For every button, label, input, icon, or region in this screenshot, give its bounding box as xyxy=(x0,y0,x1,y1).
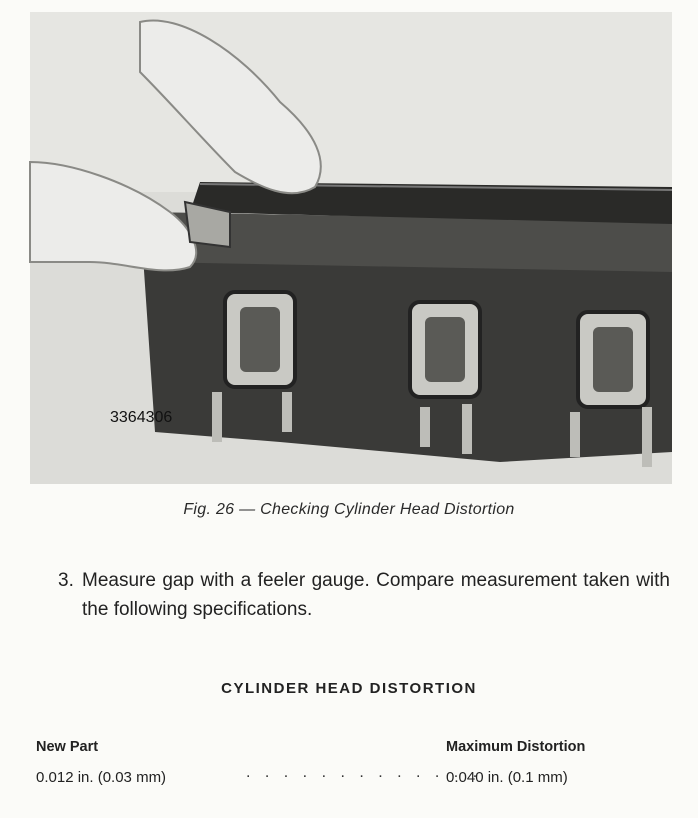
stud xyxy=(642,407,652,467)
row-max-distortion-value: 0.040 in. (0.1 mm) xyxy=(446,769,568,786)
cylinder-head-photo xyxy=(30,12,672,484)
row-dot-leader: . . . . . . . . . . . . . xyxy=(246,764,483,781)
stud xyxy=(462,404,472,454)
stud xyxy=(212,392,222,442)
stud xyxy=(282,392,292,432)
header-new-part: New Part xyxy=(36,739,99,755)
row-new-part-value: 0.012 in. (0.03 mm) xyxy=(36,769,167,786)
figure-caption: Fig. 26 — Checking Cylinder Head Distortion xyxy=(183,501,515,518)
photo-label: 3364306 xyxy=(110,409,173,426)
stud xyxy=(420,407,430,447)
instruction-step xyxy=(58,566,670,624)
photo-illustration xyxy=(30,12,672,484)
step-text: Measure gap with a feeler gauge. Compare measurement taken with the following specifications. xyxy=(82,570,670,620)
stud xyxy=(570,412,580,457)
header-max-distortion: Maximum Distortion xyxy=(446,739,586,755)
spec-table-title: CYLINDER HEAD DISTORTION xyxy=(221,680,477,697)
step-number: 3. xyxy=(58,570,74,591)
